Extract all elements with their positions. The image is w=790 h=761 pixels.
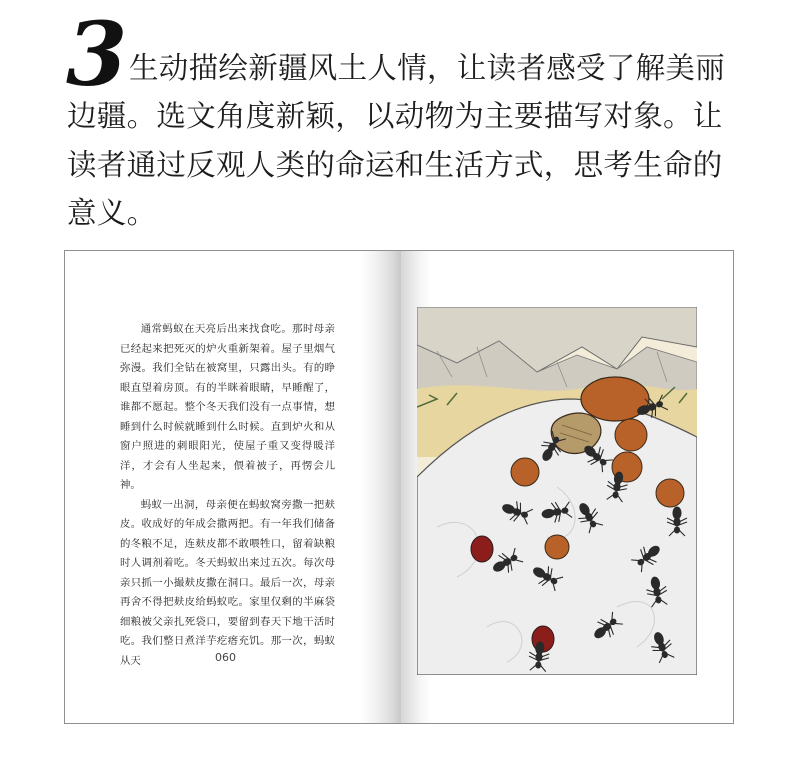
description-line-3: 读者通过反观人类的命运和生活方式，思考生命的: [67, 148, 723, 182]
page-number: 060: [215, 651, 236, 664]
paragraph-2: 蚂蚁一出洞，母亲便在蚂蚁窝旁撒一把麸皮。收成好的年成会撒两把。有一年我们储备的冬粮不足，连麸皮都不敢喂牲口，留着缺粮时人调剂着吃。冬天蚂蚁出来过五次。每次母亲只抓一小撮麸皮撒在洞口。最后一次，母亲再舍不得把麸皮给蚂蚁吃。家里仅剩的半麻袋细粮被父亲扎死袋口，要留到春天下地干活时吃。我们整日煮洋芋疙瘩充饥。那一次，蚂蚁从天: [120, 498, 335, 667]
paragraph-1: 通常蚂蚁在天亮后出来找食吃。那时母亲已经起来把死灭的炉火重新架着。屋子里烟气弥漫。我们全钻在被窝里，只露出头。有的睁眼直望着房顶。有的半眯着眼睛，早睡醒了，谁都不愿起。整个冬天我们没有一点事情，想睡到什么时候就睡到什么时候。直到炉火和从窗户照进的刺眼阳光，使屋子重又变得暖洋洋，才会有人坐起来，偎着被子，再愣会儿神。: [120, 323, 335, 491]
description-line-4: 意义。: [67, 196, 157, 230]
book-spread-image: [64, 250, 734, 724]
book-gutter: [361, 251, 401, 723]
ant-illustration-svg: [417, 307, 697, 675]
description-line-1: 生动描绘新疆风土人情，让读者感受了解美丽: [129, 51, 726, 85]
feature-number: 3: [66, 2, 128, 106]
ant-illustration: [417, 307, 697, 675]
left-page-text: [120, 320, 335, 671]
description-line-2: 边疆。选文角度新颖，以动物为主要描写对象。让: [67, 99, 723, 133]
